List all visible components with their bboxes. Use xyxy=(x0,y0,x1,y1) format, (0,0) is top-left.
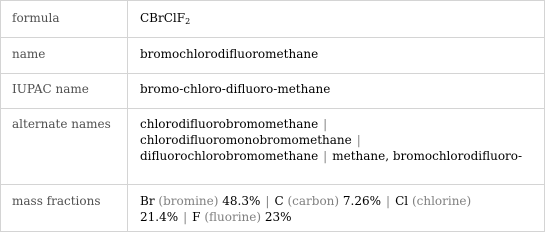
mass-label: mass fractions xyxy=(12,194,101,208)
element-symbol: F xyxy=(192,210,201,224)
element-percent: 21.4% xyxy=(140,210,179,224)
separator: | xyxy=(323,117,328,131)
separator: | xyxy=(356,133,361,147)
element-percent: 7.26% xyxy=(342,194,382,208)
element-percent: 23% xyxy=(264,210,292,224)
formula-label: formula xyxy=(12,11,60,25)
row-alternate-names xyxy=(1,108,544,184)
alternate-name: difluorochlorobromomethane xyxy=(140,149,319,163)
row-formula xyxy=(1,1,544,37)
element-symbol: Br xyxy=(140,194,155,208)
alternate-value xyxy=(140,116,522,164)
alternate-name: chlorodifluoromonobromomethane xyxy=(140,133,352,147)
alternate-name: methane, bromochlorodifluoro- xyxy=(332,149,523,163)
iupac-label: IUPAC name xyxy=(12,82,89,96)
element-symbol: Cl xyxy=(395,194,409,208)
mass-value xyxy=(140,193,471,225)
separator: | xyxy=(183,210,188,224)
separator: | xyxy=(386,194,391,208)
element-name: (chlorine) xyxy=(411,194,472,208)
element-percent: 48.3% xyxy=(222,194,261,208)
formula-value: CBrClF$_2$ xyxy=(140,11,191,26)
row-name xyxy=(1,37,544,73)
name-label: name xyxy=(12,47,46,61)
element-name: (carbon) xyxy=(287,194,340,208)
separator: | xyxy=(323,149,328,163)
separator: | xyxy=(265,194,270,208)
row-iupac-name xyxy=(1,73,544,108)
row-mass-fractions xyxy=(1,184,544,232)
element-name: (fluorine) xyxy=(204,210,262,224)
element-name: (bromine) xyxy=(158,194,219,208)
alternate-label: alternate names xyxy=(12,117,111,131)
element-symbol: C xyxy=(274,194,284,208)
iupac-value: bromo-chloro-difluoro-methane xyxy=(140,82,331,96)
alternate-name: chlorodifluorobromomethane xyxy=(140,117,319,131)
name-value: bromochlorodifluoromethane xyxy=(140,47,319,61)
